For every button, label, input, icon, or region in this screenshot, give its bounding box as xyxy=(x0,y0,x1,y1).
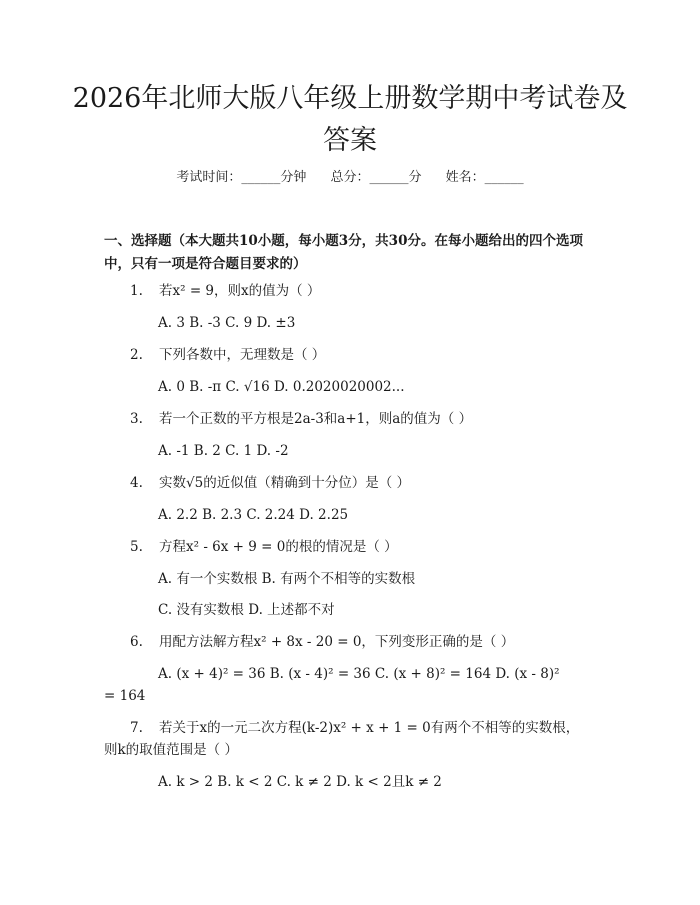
question-2-options: A. 0 B. -π C. √16 D. 0.2020020002... xyxy=(158,379,405,395)
question-number: 6. xyxy=(130,634,143,650)
question-5-options-line-1: A. 有一个实数根 B. 有两个不相等的实数根 xyxy=(158,571,416,587)
question-1-options: A. 3 B. -3 C. 9 D. ±3 xyxy=(158,315,296,331)
question-stem: 下列各数中，无理数是（ ） xyxy=(159,347,326,363)
question-stem: 用配方法解方程x² + 8x - 20 = 0，下列变形正确的是（ ） xyxy=(159,634,515,650)
question-4-options: A. 2.2 B. 2.3 C. 2.24 D. 2.25 xyxy=(158,507,349,523)
question-number: 3. xyxy=(130,411,143,427)
question-stem: 若x² = 9，则x的值为（ ） xyxy=(159,283,321,299)
question-7 xyxy=(130,719,579,737)
question-number: 1. xyxy=(130,283,143,299)
question-6-options: A. (x + 4)² = 36 B. (x - 4)² = 36 C. (x + 8)² = 164 D. (x - 8)² xyxy=(158,666,560,682)
question-7-stem-wrap: 则k的取值范围是（ ） xyxy=(104,742,238,758)
question-2 xyxy=(130,346,325,364)
total-score-field: 总分：______分 xyxy=(330,170,422,185)
question-number: 7. xyxy=(130,720,143,736)
question-stem: 方程x² - 6x + 9 = 0的根的情况是（ ） xyxy=(159,539,398,555)
page-title: 2026年北师大版八年级上册数学期中考试卷及答案 xyxy=(72,83,628,156)
question-stem: 若关于x的一元二次方程(k-2)x² + x + 1 = 0有两个不相等的实数根， xyxy=(159,720,580,736)
name-field: 姓名：______ xyxy=(445,170,524,185)
question-7-options: A. k > 2 B. k < 2 C. k ≠ 2 D. k < 2且k ≠ 2 xyxy=(158,774,442,790)
question-5 xyxy=(130,538,398,556)
exam-meta xyxy=(0,169,700,187)
question-5-options-line-2: C. 没有实数根 D. 上述都不对 xyxy=(158,602,335,618)
question-3-options: A. -1 B. 2 C. 1 D. -2 xyxy=(158,443,289,459)
question-stem: 若一个正数的平方根是2a-3和a+1，则a的值为（ ） xyxy=(159,411,473,427)
question-stem: 实数√5的近似值（精确到十分位）是（ ） xyxy=(159,475,410,491)
question-4 xyxy=(130,474,410,492)
question-3 xyxy=(130,410,472,428)
question-1 xyxy=(130,282,320,300)
question-6-options-wrap: = 164 xyxy=(104,688,146,704)
question-6 xyxy=(130,633,514,651)
question-number: 2. xyxy=(130,347,143,363)
question-number: 4. xyxy=(130,475,143,491)
question-number: 5. xyxy=(130,539,143,555)
section-heading: 一、选择题（本大题共10小题，每小题3分，共30分。在每小题给出的四个选项中，只有一项是符合题目要求的） xyxy=(104,233,583,272)
exam-time-field: 考试时间：______分钟 xyxy=(176,170,307,185)
